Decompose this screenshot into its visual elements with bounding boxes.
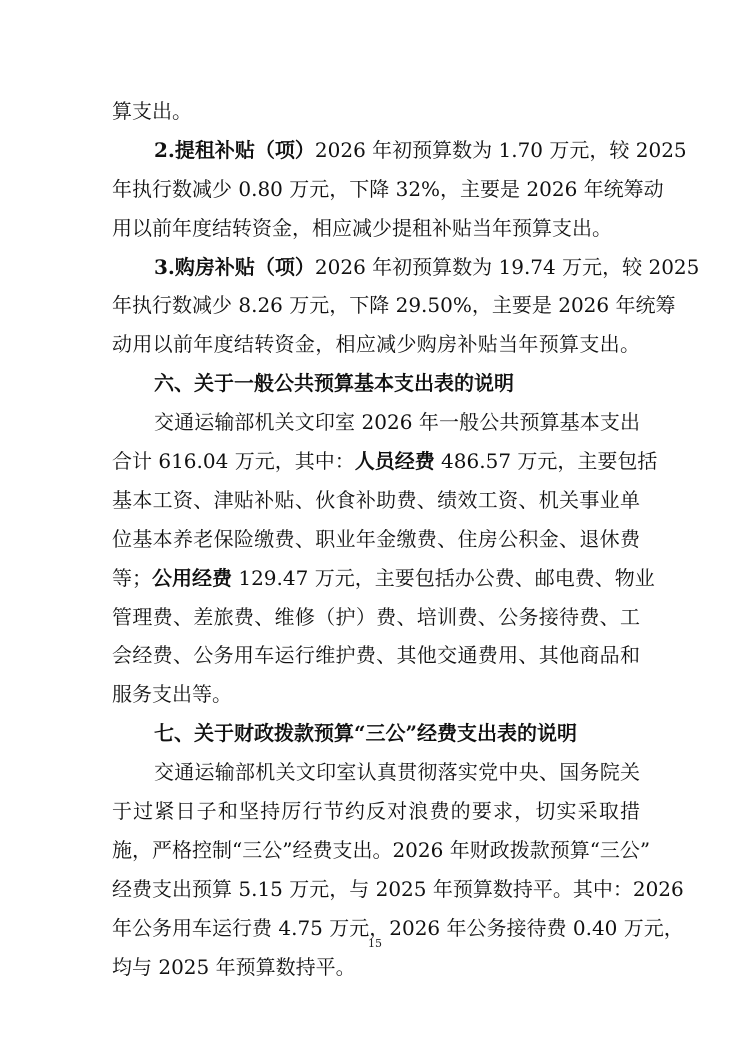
page-number: 15 [368,937,382,950]
text-line [112,403,640,442]
text-line [112,92,640,131]
text-line [112,481,640,520]
text-run: 年执行数减少 0.80 万元，下降 32%，主要是 2026 年统筹动 [112,176,664,201]
text-run: 交通运输部机关文印室认真贯彻落实党中央、国务院关 [154,760,640,785]
text-line [112,520,640,559]
text-run: 六、关于一般公共预算基本支出表的说明 [154,371,514,396]
text-run: 位基本养老保险缴费、职业年金缴费、住房公积金、退休费 [112,526,640,551]
text-run: 会经费、公务用车运行维护费、其他交通费用、其他商品和 [112,643,640,668]
section-heading [112,714,640,753]
text-run: 管理费、差旅费、维修（护）费、培训费、公务接待费、工 [112,604,640,629]
text-run: 动用以前年度结转资金，相应减少购房补贴当年预算支出。 [112,332,640,357]
text-run: 基本工资、津贴补贴、伙食补助费、绩效工资、机关事业单 [112,487,640,512]
text-run: 七、关于财政拨款预算“三公”经费支出表的说明 [154,721,578,746]
text-run: 施，严格控制“三公”经费支出。2026 年财政拨款预算“三公” [112,837,651,862]
bold-term: 人员经费 [354,449,435,474]
text-line [112,948,640,987]
text-line [112,870,684,909]
text-run: 于过紧日子和坚持厉行节约反对浪费的要求，切实采取措 [112,799,640,824]
text-run: 年执行数减少 8.26 万元，下降 29.50%，主要是 2026 年统筹 [112,293,676,318]
text-line [112,209,640,248]
text-run: 交通运输部机关文印室 2026 年一般公共预算基本支出 [154,410,640,435]
bold-term: 公用经费 [152,565,232,590]
text-line [112,831,651,870]
text-run: 2026 年初预算数为 1.70 万元，较 2025 [314,137,687,162]
text-run: 合计 616.04 万元，其中： [112,449,355,474]
text-line [112,636,640,675]
text-line [112,753,640,792]
text-line [112,131,687,170]
section-heading [112,364,640,403]
text-line [112,792,640,831]
text-line [112,325,640,364]
text-line [112,170,664,209]
text-run: 年公务用车运行费 4.75 万元，2026 年公务接待费 0.40 万元， [112,915,684,940]
text-run: 用以前年度结转资金，相应减少提租补贴当年预算支出。 [112,215,612,240]
text-line [112,286,676,325]
text-line [112,675,640,714]
text-run: 2026 年初预算数为 19.74 万元，较 2025 [314,254,700,279]
document-body [112,92,700,986]
text-line [112,559,655,598]
text-run: 等； [112,565,152,590]
text-line [112,248,700,287]
text-run: 服务支出等。 [112,682,232,707]
text-run: 129.47 万元，主要包括办公费、邮电费、物业 [232,565,655,590]
text-line [112,442,658,481]
text-run: 均与 2025 年预算数持平。 [112,954,356,979]
text-line [112,598,640,637]
bold-term: 2.提租补贴（项） [154,137,315,162]
text-run: 经费支出预算 5.15 万元，与 2025 年预算数持平。其中：2026 [112,876,684,901]
text-run: 算支出。 [112,99,192,123]
text-run: 486.57 万元，主要包括 [434,449,658,474]
bold-term: 3.购房补贴（项） [154,254,315,279]
